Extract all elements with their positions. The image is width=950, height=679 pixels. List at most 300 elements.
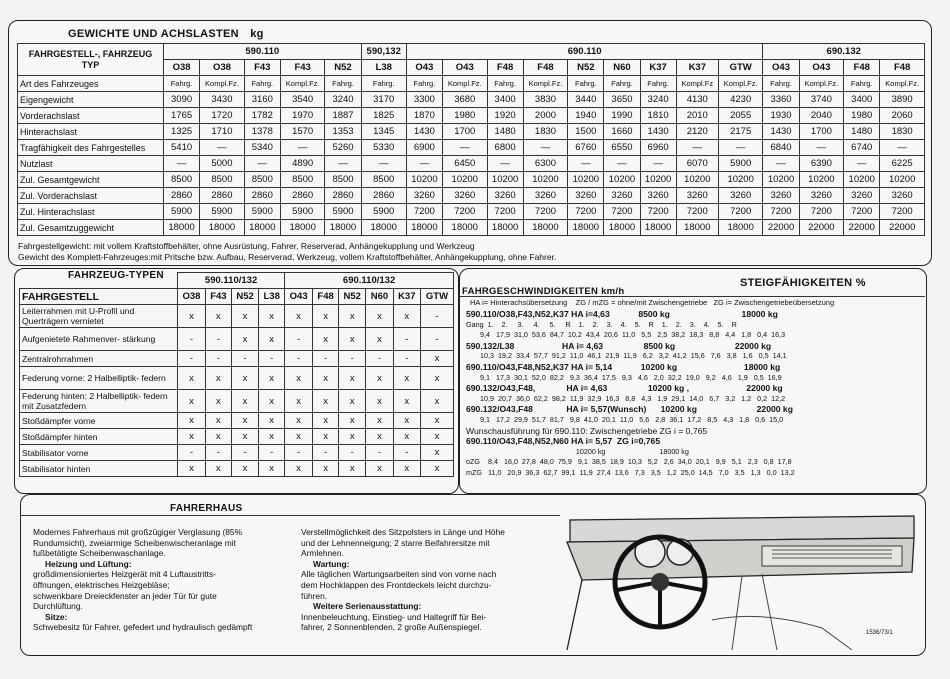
weights-cell: 1660 — [604, 124, 640, 140]
weights-cell: 3260 — [640, 188, 676, 204]
weights-type-header: F48 — [487, 60, 523, 76]
chassis-cell: x — [259, 367, 285, 390]
speed-table — [466, 309, 922, 479]
weights-cell: 3260 — [442, 188, 487, 204]
chassis-cell: x — [366, 461, 393, 477]
weights-cell: 1990 — [604, 108, 640, 124]
weights-cell: 2860 — [200, 188, 245, 204]
table-row — [20, 413, 454, 429]
weights-cell: 10200 — [487, 172, 523, 188]
weights-cell: 1700 — [799, 124, 844, 140]
chassis-cell: - — [366, 351, 393, 367]
weights-cell: 7200 — [604, 204, 640, 220]
weights-cell: — — [164, 156, 200, 172]
chassis-cell: x — [205, 413, 231, 429]
weights-cell: 4230 — [718, 92, 763, 108]
chassis-row-label: Stabilisator vorne — [20, 445, 178, 461]
weights-cell: 7200 — [844, 204, 880, 220]
table-row — [20, 390, 454, 413]
weights-cell: — — [676, 140, 718, 156]
chassis-group-1: 590.110/132 — [178, 273, 285, 289]
table-row — [18, 156, 925, 172]
weights-row-label: Tragfähigkeit des Fahrgestelles — [18, 140, 164, 156]
chassis-cell: - — [339, 351, 366, 367]
table-row — [20, 461, 454, 477]
weights-cell: 5340 — [244, 140, 280, 156]
weights-group-header: 590.110 — [164, 44, 362, 60]
chassis-cell: x — [393, 305, 420, 328]
chassis-type-header: F43 — [205, 289, 231, 305]
chassis-header: FAHRGESTELL — [20, 289, 178, 305]
speed-line: 10200 kg 18000 kg — [466, 446, 689, 456]
weights-cell: 3260 — [487, 188, 523, 204]
weights-art-cell: Fahrg. — [361, 76, 406, 92]
weights-cell: — — [325, 156, 361, 172]
chassis-title: FAHRZEUG-TYPEN — [68, 270, 164, 281]
weights-cell: 3400 — [487, 92, 523, 108]
chassis-row-label: Aufgenietete Rahmenver- stärkung — [20, 328, 178, 351]
weights-type-header: O38 — [200, 60, 245, 76]
chassis-cell: - — [420, 305, 453, 328]
weights-cell: — — [568, 156, 604, 172]
weights-cell: 1710 — [200, 124, 245, 140]
weights-cell: 3260 — [763, 188, 799, 204]
weights-cell: 3090 — [164, 92, 200, 108]
table-row — [20, 445, 454, 461]
table-row — [18, 220, 925, 236]
weights-cell: 5900 — [280, 204, 325, 220]
weights-cell: 7200 — [406, 204, 442, 220]
weights-title — [68, 28, 264, 40]
weights-cell: 6390 — [799, 156, 844, 172]
chassis-type-header: O43 — [285, 289, 313, 305]
weights-cell: 22000 — [763, 220, 799, 236]
weights-cell: 8500 — [361, 172, 406, 188]
weights-cell: 6550 — [604, 140, 640, 156]
chassis-cell: x — [285, 305, 313, 328]
cab-text-line: Alle täglichen Wartungsarbeiten sind von vorne nach — [301, 569, 497, 580]
speed-title: FAHRGESCHWINDIGKEITEN km/h — [462, 286, 625, 297]
chassis-cell: x — [285, 429, 313, 445]
weights-art-cell: Fahrg. — [763, 76, 799, 92]
weights-cell: 7200 — [763, 204, 799, 220]
chassis-type-header: N52 — [231, 289, 258, 305]
weights-cell: 1325 — [164, 124, 200, 140]
chassis-cell: x — [366, 390, 393, 413]
weights-cell: 1430 — [763, 124, 799, 140]
weights-type-header: O43 — [799, 60, 844, 76]
weights-cell: — — [244, 156, 280, 172]
chassis-cell: x — [231, 328, 258, 351]
weights-art-cell: Kompl.Fz. — [880, 76, 925, 92]
weights-type-header: F43 — [244, 60, 280, 76]
chassis-cell: x — [178, 390, 206, 413]
weights-cell: 2120 — [676, 124, 718, 140]
weights-cell: 3260 — [676, 188, 718, 204]
chassis-row-label: Zentralrohrrahmen — [20, 351, 178, 367]
weights-cell: 1887 — [325, 108, 361, 124]
weights-cell: 6840 — [763, 140, 799, 156]
weights-cell: 1830 — [880, 124, 925, 140]
weights-cell: 1430 — [640, 124, 676, 140]
weights-type-header: O38 — [164, 60, 200, 76]
weights-art-cell: Fahrg. — [244, 76, 280, 92]
table-row — [18, 108, 925, 124]
chassis-cell: x — [339, 328, 366, 351]
weights-cell: 22000 — [799, 220, 844, 236]
chassis-cell: x — [178, 367, 206, 390]
weights-cell: 6740 — [844, 140, 880, 156]
weights-cell: 3680 — [442, 92, 487, 108]
chassis-cell: x — [259, 429, 285, 445]
chassis-cell: x — [285, 461, 313, 477]
chassis-cell: x — [259, 390, 285, 413]
weights-type-header: F48 — [844, 60, 880, 76]
weights-cell: 10200 — [880, 172, 925, 188]
weights-type-header: GTW — [718, 60, 763, 76]
weights-cell: 1720 — [200, 108, 245, 124]
weights-note-2: Gewicht des Komplett-Fahrzeuges:mit Pritsche bzw. Aufbau, Reserverad, Werkzeug, vollem Kraftstoffbehälter, Anhängekupplung, ohne Fahrer. — [18, 252, 557, 262]
chassis-cell: x — [393, 461, 420, 477]
chassis-cell: x — [178, 461, 206, 477]
climb-title: STEIGFÄHIGKEITEN % — [740, 277, 866, 289]
chassis-cell: - — [420, 328, 453, 351]
weights-cell: 6900 — [406, 140, 442, 156]
weights-cell: 2860 — [164, 188, 200, 204]
chassis-row-label: Stoßdämpfer vorne — [20, 413, 178, 429]
chassis-cell: x — [205, 390, 231, 413]
chassis-cell: x — [313, 461, 339, 477]
weights-cell: 3160 — [244, 92, 280, 108]
weights-row-label: Zul. Hinterachslast — [18, 204, 164, 220]
chassis-cell: x — [393, 413, 420, 429]
speed-line: oZG 8,4 16,0 27,8 48,0 75,9 9,1 38,5 18,9 10,3 5,2 2,6 34,0 20,1 9,9 5,1 2,3 0,8 17,8 — [466, 457, 792, 467]
weights-cell: 5900 — [718, 156, 763, 172]
weights-row-label: Zul. Gesamtgewicht — [18, 172, 164, 188]
speed-line: 10,3 19,2 33,4 57,7 91,2 11,0 46,1 21,9 11,9 6,2 3,2 41,2 15,6 7,6 3,8 1,6 0,5 14,1 — [466, 351, 787, 361]
weights-type-header: N52 — [325, 60, 361, 76]
chassis-cell: x — [231, 461, 258, 477]
chassis-type-header: O38 — [178, 289, 206, 305]
weights-cell: 6070 — [676, 156, 718, 172]
weights-cell: 2040 — [799, 108, 844, 124]
chassis-cell: x — [420, 429, 453, 445]
weights-type-header: K37 — [676, 60, 718, 76]
chassis-type-header: N60 — [366, 289, 393, 305]
weights-cell: 3260 — [523, 188, 568, 204]
cab-text-col2 — [301, 527, 505, 633]
chassis-cell: - — [285, 445, 313, 461]
weights-cell: — — [361, 156, 406, 172]
weights-row-label: Zul. Gesamtzuggewicht — [18, 220, 164, 236]
weights-cell: 1920 — [487, 108, 523, 124]
weights-cell: 8500 — [280, 172, 325, 188]
table-row — [18, 188, 925, 204]
table-row — [18, 92, 925, 108]
table-row — [20, 429, 454, 445]
chassis-cell: x — [393, 429, 420, 445]
chassis-row-label: Federung hinten: 2 Halbelliptik- federn mit Zusatzfedern — [20, 390, 178, 413]
cab-text-line: großdimensioniertes Heizgerät mit 4 Luftaustritts- — [33, 569, 216, 580]
weights-cell: 1782 — [244, 108, 280, 124]
speed-line: 9,1 17,2 29,9 51,7 81,7 9,8 41,0 20,1 11,0 5,6 2,8 36,1 17,2 8,5 4,3 1,8 0,6 15,0 — [466, 414, 784, 424]
weights-cell: 5900 — [244, 204, 280, 220]
weights-art-cell: Kompl.Fz. — [718, 76, 763, 92]
speed-line: Gang 1. 2. 3. 4. 5. R 1. 2. 3. 4. 5. R 1. 2. 3. 4. 5. R — [466, 319, 737, 329]
speed-line: 590.132/L38 HA i= 4,63 8500 kg 22000 kg — [466, 340, 772, 351]
weights-cell: — — [799, 140, 844, 156]
cab-text-line: Rundumsicht), zweiarmige Scheibenwischeranlage mit — [33, 537, 236, 548]
weights-type-header: F48 — [523, 60, 568, 76]
weights-type-header: O43 — [442, 60, 487, 76]
weights-cell: 18000 — [442, 220, 487, 236]
chassis-cell: x — [178, 429, 206, 445]
chassis-cell: x — [366, 367, 393, 390]
table-row — [18, 172, 925, 188]
chassis-cell: x — [231, 305, 258, 328]
chassis-cell: x — [420, 413, 453, 429]
weights-art-cell: Kompl.Fz. — [799, 76, 844, 92]
weights-cell: 7200 — [568, 204, 604, 220]
chassis-cell: - — [313, 351, 339, 367]
weights-cell: 10200 — [799, 172, 844, 188]
weights-cell: — — [523, 140, 568, 156]
weights-cell: 1980 — [844, 108, 880, 124]
chassis-cell: x — [420, 351, 453, 367]
chassis-cell: x — [420, 367, 453, 390]
weights-art-cell: Fahrg. — [844, 76, 880, 92]
weights-cell: 3440 — [568, 92, 604, 108]
weights-cell: 6760 — [568, 140, 604, 156]
table-row — [18, 140, 925, 156]
chassis-row-label: Leiterrahmen mit U-Profil und Querträgern vernietet — [20, 305, 178, 328]
weights-cell: 3890 — [880, 92, 925, 108]
weights-cell: 1825 — [361, 108, 406, 124]
chassis-cell: x — [366, 328, 393, 351]
weights-cell: 7200 — [676, 204, 718, 220]
chassis-cell: x — [313, 429, 339, 445]
chassis-cell: - — [259, 351, 285, 367]
weights-unit: kg — [250, 28, 264, 40]
cab-text-line: Modernes Fahrerhaus mit großzügiger Verglasung (85% — [33, 527, 243, 537]
chassis-cell: x — [393, 367, 420, 390]
weights-cell: 1940 — [568, 108, 604, 124]
weights-cell: 18000 — [568, 220, 604, 236]
weights-cell: 4130 — [676, 92, 718, 108]
chassis-cell: x — [285, 390, 313, 413]
weights-group-header: 690.110 — [406, 44, 763, 60]
weights-group-header: 590,132 — [361, 44, 406, 60]
weights-type-header: F43 — [280, 60, 325, 76]
weights-cell: 3400 — [844, 92, 880, 108]
weights-cell: 1765 — [164, 108, 200, 124]
chassis-cell: - — [205, 445, 231, 461]
weights-cell: — — [200, 140, 245, 156]
weights-cell: 3260 — [799, 188, 844, 204]
weights-cell: 18000 — [604, 220, 640, 236]
weights-cell: 7200 — [523, 204, 568, 220]
chassis-cell: x — [231, 367, 258, 390]
chassis-cell: - — [178, 351, 206, 367]
weights-cell: 7200 — [799, 204, 844, 220]
cab-heading: Heizung und Lüftung: — [45, 558, 132, 569]
weights-cell: 1480 — [487, 124, 523, 140]
speed-line: 590.110/O38,F43,N52,K37 HA i=4,63 8500 kg 18000 kg — [466, 309, 778, 319]
chassis-cell: x — [178, 413, 206, 429]
weights-cell: 6300 — [523, 156, 568, 172]
weights-cell: 5900 — [361, 204, 406, 220]
weights-art-cell: Fahrg. — [487, 76, 523, 92]
chassis-group-2: 690.110/132 — [285, 273, 454, 289]
cab-heading: Sitze: — [45, 611, 68, 622]
weights-cell: 1378 — [244, 124, 280, 140]
weights-type-header: O43 — [763, 60, 799, 76]
chassis-cell: x — [259, 305, 285, 328]
chassis-cell: x — [393, 390, 420, 413]
weights-cell: 10200 — [523, 172, 568, 188]
speed-legend: HA i= Hinterachsübersetzung ZG / mZG = ohne/mit Zwischengetriebe ZG i= Zwischengetriebeübersetzung — [470, 298, 835, 307]
weights-art-cell: Fahrg. — [568, 76, 604, 92]
table-row — [20, 367, 454, 390]
weights-cell: 5410 — [164, 140, 200, 156]
weights-cell: 3260 — [844, 188, 880, 204]
weights-row-label: Nutzlast — [18, 156, 164, 172]
weights-cell: 1930 — [763, 108, 799, 124]
chassis-cell: x — [420, 445, 453, 461]
weights-cell: 1570 — [280, 124, 325, 140]
weights-cell: 2860 — [244, 188, 280, 204]
weights-cell: 2860 — [280, 188, 325, 204]
weights-cell: 3260 — [604, 188, 640, 204]
cab-text-line: Verstellmöglichkeit des Sitzpolsters in Länge und Höhe — [301, 527, 505, 537]
weights-cell: 3260 — [568, 188, 604, 204]
weights-cell: — — [844, 156, 880, 172]
chassis-cell: x — [313, 413, 339, 429]
chassis-type-header: F48 — [313, 289, 339, 305]
weights-cell: 3260 — [406, 188, 442, 204]
weights-cell: 3430 — [200, 92, 245, 108]
weights-cell: 10200 — [406, 172, 442, 188]
weights-cell: 18000 — [406, 220, 442, 236]
weights-cell: — — [763, 156, 799, 172]
chassis-cell: x — [366, 429, 393, 445]
chassis-type-header: N52 — [339, 289, 366, 305]
cab-text-line: und der Lehnenneigung; 2 starre Beifahrersitze mit — [301, 537, 490, 548]
weights-cell: 1430 — [406, 124, 442, 140]
weights-cell: 10200 — [763, 172, 799, 188]
cab-text-line: Durchlüftung. — [33, 601, 83, 612]
weights-art-label: Art des Fahrzeuges — [18, 76, 164, 92]
weights-art-cell: Fahrg. — [604, 76, 640, 92]
weights-cell: 18000 — [325, 220, 361, 236]
weights-cell: 2055 — [718, 108, 763, 124]
weights-cell: 18000 — [523, 220, 568, 236]
cab-heading: Wartung: — [313, 558, 350, 569]
chassis-cell: - — [393, 328, 420, 351]
chassis-cell: x — [339, 390, 366, 413]
weights-cell: 3240 — [325, 92, 361, 108]
weights-cell: 6450 — [442, 156, 487, 172]
chassis-cell: x — [366, 413, 393, 429]
weights-cell: 3360 — [763, 92, 799, 108]
chassis-type-header: K37 — [393, 289, 420, 305]
chassis-cell: - — [259, 445, 285, 461]
speed-divider — [459, 296, 925, 297]
weights-cell: 18000 — [676, 220, 718, 236]
chassis-row-label: Federung vorne: 2 Halbelliptik- federn — [20, 367, 178, 390]
weights-cell: 1970 — [280, 108, 325, 124]
weights-cell: 6225 — [880, 156, 925, 172]
weights-cell: — — [406, 156, 442, 172]
cab-text-line: Armlehnen. — [301, 548, 344, 559]
weights-row-label: Hinterachslast — [18, 124, 164, 140]
chassis-cell: - — [205, 328, 231, 351]
weights-cell: 22000 — [844, 220, 880, 236]
chassis-cell: x — [259, 328, 285, 351]
chassis-cell: x — [339, 461, 366, 477]
weights-art-cell: Kompl.Fz. — [523, 76, 568, 92]
weights-cell: 3740 — [799, 92, 844, 108]
chassis-cell: x — [205, 461, 231, 477]
weights-cell: 18000 — [244, 220, 280, 236]
table-row — [18, 204, 925, 220]
weights-art-cell: Fahrg. — [406, 76, 442, 92]
chassis-cell: x — [285, 367, 313, 390]
weights-row-label: Eigengewicht — [18, 92, 164, 108]
chassis-table — [19, 272, 454, 477]
weights-art-cell: Fahrg. — [640, 76, 676, 92]
cab-heading: Weitere Serienausstattung: — [313, 601, 422, 612]
weights-cell: 2010 — [676, 108, 718, 124]
weights-cell: 1830 — [523, 124, 568, 140]
chassis-cell: x — [178, 305, 206, 328]
chassis-cell: x — [339, 305, 366, 328]
weights-group-header: 690.132 — [763, 44, 925, 60]
weights-row-label: Vorderachslast — [18, 108, 164, 124]
weights-row-header: FAHRGESTELL-, FAHRZEUG TYP — [18, 44, 164, 76]
weights-cell: 1480 — [844, 124, 880, 140]
chassis-cell: x — [420, 390, 453, 413]
speed-line: 690.132/O43,F48, HA i= 4,63 10200 kg , 22000 kg — [466, 383, 783, 394]
weights-cell: 3260 — [718, 188, 763, 204]
weights-cell: 10200 — [640, 172, 676, 188]
chassis-cell: x — [259, 413, 285, 429]
chassis-cell: x — [313, 305, 339, 328]
weights-cell: 7200 — [718, 204, 763, 220]
chassis-cell: x — [339, 413, 366, 429]
weights-cell: 18000 — [200, 220, 245, 236]
weights-row-label: Zul. Vorderachslast — [18, 188, 164, 204]
weights-cell: 5900 — [200, 204, 245, 220]
weights-cell: 8500 — [244, 172, 280, 188]
chassis-cell: x — [313, 390, 339, 413]
weights-cell: 1870 — [406, 108, 442, 124]
chassis-cell: x — [285, 413, 313, 429]
weights-type-header: F48 — [880, 60, 925, 76]
weights-cell: 6800 — [487, 140, 523, 156]
weights-cell: 2860 — [361, 188, 406, 204]
weights-cell: 10200 — [676, 172, 718, 188]
weights-cell: 3240 — [640, 92, 676, 108]
table-row — [20, 351, 454, 367]
chassis-cell: - — [178, 328, 206, 351]
cab-text-line: Innenbeleuchtung, Einstieg- und Haltegriff für Bei- — [301, 611, 487, 622]
weights-cell: 2860 — [325, 188, 361, 204]
weights-cell: — — [718, 140, 763, 156]
weights-cell: 7200 — [880, 204, 925, 220]
weights-table — [17, 43, 925, 236]
weights-cell: 5260 — [325, 140, 361, 156]
